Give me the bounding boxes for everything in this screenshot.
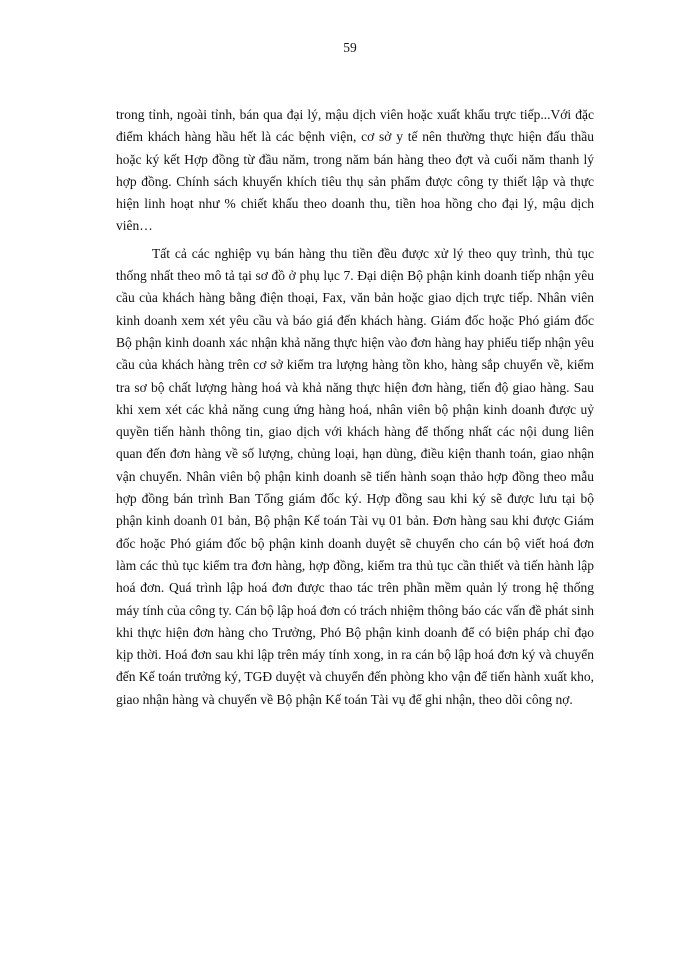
paragraph-sales-channels: trong tỉnh, ngoài tỉnh, bán qua đại lý, mậu dịch viên hoặc xuất khẩu trực tiếp...Với đặc điểm khách hàng hầu hết là các bệnh viện, cơ sở y tế nên thường thực hiện đấu thầu hoặc ký kết Hợp đồng từ đầu năm, trong năm bán hàng theo đợt và cuối năm thanh lý hợp đồng. Chính sách khuyến khích tiêu thụ sản phẩm được công ty thiết lập và thực hiện linh hoạt như % chiết khấu theo doanh thu, tiền hoa hồng cho đại lý, mậu dịch viên…: [116, 107, 594, 234]
body-text: [116, 104, 594, 711]
paragraph-sales-process: Tất cả các nghiệp vụ bán hàng thu tiền đều được xử lý theo quy trình, thủ tục thống nhất theo mô tả tại sơ đồ ở phụ lục 7. Đại diện Bộ phận kinh doanh tiếp nhận yêu cầu của khách hàng bằng điện thoại, Fax, văn bản hoặc giao dịch trực tiếp. Nhân viên kinh doanh xem xét yêu cầu và báo giá đến khách hàng. Giám đốc hoặc Phó giám đốc Bộ phận kinh doanh xác nhận khả năng thực hiện vào đơn hàng hay phiếu tiếp nhận yêu cầu của khách hàng trên cơ sở kiểm tra lượng hàng tồn kho, hàng sắp chuyển về, kiểm tra sơ bộ chất lượng hàng hoá và khả năng thực hiện đơn hàng, tiến độ giao hàng. Sau khi xem xét các khả năng cung ứng hàng hoá, nhân viên bộ phận kinh doanh được uỷ quyền tiến hành thông tin, giao dịch với khách hàng để thống nhất các nội dung liên quan đến đơn hàng về số lượng, chủng loại, hạn dùng, điều kiện thanh toán, giao nhận vận chuyển. Nhân viên bộ phận kinh doanh sẽ tiến hành soạn thảo hợp đồng theo mẫu hợp đồng bán trình Ban Tổng giám đốc ký. Hợp đồng sau khi ký sẽ được lưu tại bộ phận kinh doanh 01 bản, Bộ phận Kế toán Tài vụ 01 bản. Đơn hàng sau khi được Giám đốc hoặc Phó giám đốc bộ phận kinh doanh duyệt sẽ chuyển cho cán bộ viết hoá đơn làm các thủ tục kiểm tra đơn hàng, hợp đồng, kiểm tra thủ tục cần thiết và tiến hành lập hoá đơn. Quá trình lập hoá đơn được thao tác trên phần mềm quản lý trong hệ thống máy tính của công ty. Cán bộ lập hoá đơn có trách nhiệm thông báo các vấn đề phát sinh khi thực hiện đơn hàng cho Trưởng, Phó Bộ phận kinh doanh để có biện pháp chỉ đạo kịp thời. Hoá đơn sau khi lập trên máy tính xong, in ra cán bộ lập hoá đơn ký và chuyển đến Kế toán trưởng ký, TGĐ duyệt và chuyển đến phòng kho vận để tiến hành xuất kho, giao nhận hàng và chuyển về Bộ phận Kế toán Tài vụ để ghi nhận, theo dõi công nợ.: [116, 245, 594, 707]
page-number: 59: [343, 40, 357, 55]
